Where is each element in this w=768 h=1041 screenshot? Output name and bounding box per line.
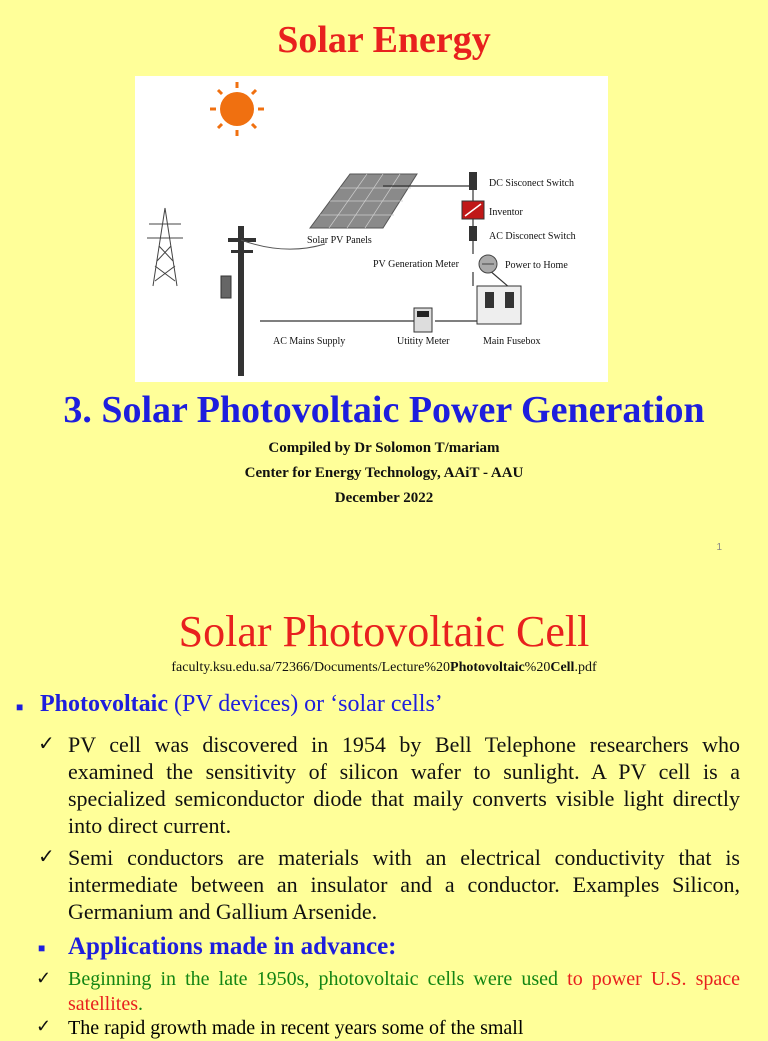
fusebox-icon	[477, 286, 521, 324]
check-icon: ✓	[38, 733, 55, 755]
applications-heading: Applications made in advance:	[68, 933, 397, 960]
check-icon: ✓	[38, 846, 55, 868]
transmission-tower-icon	[147, 208, 183, 286]
label-ac-mains: AC Mains Supply	[273, 336, 346, 347]
bullet-photovoltaic: Photovoltaic (PV devices) or ‘solar cells’	[40, 691, 443, 717]
utility-pole-icon	[221, 226, 325, 376]
square-bullet-icon: ■	[38, 941, 46, 955]
source-url: faculty.ksu.edu.sa/72366/Documents/Lecture%20Photovoltaic%20Cell.pdf	[171, 660, 597, 675]
page-number: 1	[716, 542, 722, 553]
slide-title: Solar Photovoltaic Cell	[178, 607, 590, 656]
pv-system-diagram	[135, 76, 608, 382]
compiled-by: Compiled by Dr Solomon T/mariam	[268, 440, 500, 456]
presentation-title: 3. Solar Photovoltaic Power Generation	[63, 389, 705, 431]
solar-panel-icon	[310, 174, 417, 228]
label-ac-switch: AC Disconect Switch	[489, 231, 576, 242]
label-dc-switch: DC Sisconect Switch	[489, 178, 574, 189]
semiconductor-text: Semi conductors are materials with an electrical conductivity that is intermediate between an insulator and a conductor. Examples Silicon, Germanium and Gallium Arsenide.	[68, 845, 740, 924]
label-utility-meter: Utitity Meter	[397, 336, 450, 347]
label-pv-panels: Solar PV Panels	[307, 235, 372, 246]
pv-discovery-text: PV cell was discovered in 1954 by Bell Telephone researchers who examined the sensitivity of silicon wafer to sunlight. A PV cell is a specialized semiconductor diode that maily converts visible light directly into direct current.	[68, 732, 740, 838]
institution: Center for Energy Technology, AAiT - AAU	[244, 465, 524, 481]
date: December 2022	[334, 490, 434, 506]
slide-2	[0, 576, 768, 1039]
ac-switch-icon	[469, 226, 477, 241]
label-gen-meter: PV Generation Meter	[373, 259, 459, 270]
application-1-text: Beginning in the late 1950s, photovoltaic cells were used to power U.S. space satellites.	[68, 968, 740, 1015]
square-bullet-icon: ■	[16, 700, 24, 714]
check-icon: ✓	[36, 968, 52, 988]
pv-diagram-svg	[135, 76, 608, 382]
check-icon: ✓	[36, 1016, 52, 1036]
dc-switch-icon	[469, 172, 477, 190]
sun-icon	[210, 82, 264, 136]
slide-title: Solar Energy	[277, 19, 491, 61]
label-fusebox: Main Fusebox	[483, 336, 541, 347]
label-power-home: Power to Home	[505, 260, 568, 271]
label-inverter: Inventor	[489, 207, 523, 218]
application-2-text: The rapid growth made in recent years some of the small	[68, 1017, 524, 1039]
